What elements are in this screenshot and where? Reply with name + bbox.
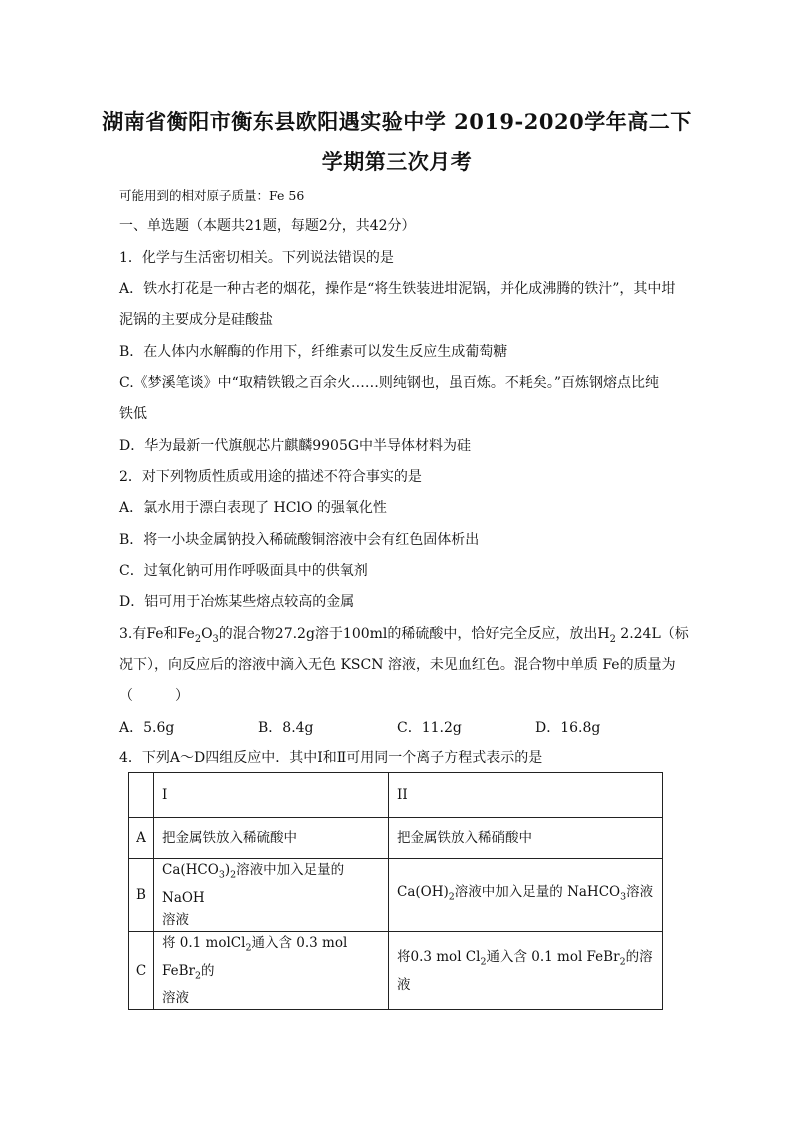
q2-stem: 2．对下列物质性质或用途的描述不符合事实的是: [119, 469, 422, 485]
row-a-col2: 把金属铁放入稀硝酸中: [389, 818, 663, 859]
q3-option-a: A．5.6g: [119, 720, 175, 736]
q3-stem-line3: （ ）: [119, 688, 189, 704]
q2-option-a: A．氯水用于漂白表现了 HClO 的强氧化性: [119, 500, 387, 516]
row-label: B: [129, 859, 154, 932]
q2-option-b: B．将一小块金属钠投入稀硫酸铜溶液中会有红色固体析出: [119, 532, 480, 548]
q1-option-c-line1: C.《梦溪笔谈》中“取精铁锻之百余火……则纯钢也，虽百炼。不耗矣。”百炼钢熔点比纯: [119, 375, 659, 391]
row-b-col2: $Ca(OH)_2$溶液中加入足量的 NaHCO$_3$溶液: [389, 859, 663, 932]
table-header-col2: II: [389, 773, 663, 818]
row-a-col1: 把金属铁放入稀硫酸中: [154, 818, 389, 859]
row-c-col2: 将0.3 mol $Cl_2$通入含 0.1 mol FeBr$_2$的溶液: [389, 932, 663, 1010]
q3-option-b: B．8.4g: [258, 720, 314, 736]
table-row-b: [129, 859, 663, 932]
q1-option-b: B．在人体内水解酶的作用下，纤维素可以发生反应生成葡萄糖: [119, 344, 508, 360]
q3-option-d: D．16.8g: [535, 720, 601, 736]
q1-option-d: D．华为最新一代旗舰芯片麒麟9905G中半导体材料为硅: [119, 438, 472, 454]
q3-stem-line2: 况下），向反应后的溶液中滴入无色 KSCN 溶液，未见血红色。混合物中单质 Fe的质量为: [119, 657, 676, 673]
q3-stem-line1: 3.有Fe和$Fe_2O_3$的混合物27.2g溶于100ml的稀硫酸中，恰好完全反应，放出$H_2$ 2.24L（标: [119, 626, 689, 645]
table-corner-cell: [129, 773, 154, 818]
table-row-c: [129, 932, 663, 1010]
exam-title-line2: 学期第三次月考: [321, 149, 473, 174]
q1-option-a-line2: 泥锅的主要成分是硅酸盐: [119, 312, 273, 328]
table-header-col1: I: [154, 773, 389, 818]
q4-stem: 4．下列A～D四组反应中．其中Ⅰ和Ⅱ可用同一个离子方程式表示的是: [119, 750, 543, 766]
atomic-mass-note: 可能用到的相对原子质量：Fe 56: [119, 188, 305, 203]
exam-title-line1: 湖南省衡阳市衡东县欧阳遇实验中学 2019-2020学年高二下: [102, 109, 692, 134]
section-heading: 一、单选题（本题共21题，每题2分，共42分）: [119, 218, 416, 234]
q3-option-c: C．11.2g: [397, 720, 462, 736]
q1-option-a-line1: A．铁水打花是一种古老的烟花，操作是“将生铁装进坩泥锅，并化成沸腾的铁汁”，其中坩: [119, 281, 676, 297]
table-row-a: [129, 818, 663, 859]
row-c-col1: 将 0.1 molCl$_2$通入含 0.3 mol FeBr$_2$的 溶液: [154, 932, 389, 1010]
q4-table: [128, 772, 663, 1010]
q1-option-c-line2: 铁低: [119, 406, 147, 422]
q3-options: [119, 718, 679, 738]
q2-option-d: D．铝可用于冶炼某些熔点较高的金属: [119, 594, 355, 610]
row-label: C: [129, 932, 154, 1010]
q1-stem: 1．化学与生活密切相关。下列说法错误的是: [119, 250, 394, 266]
row-label: A: [129, 818, 154, 859]
q2-option-c: C．过氧化钠可用作呼吸面具中的供氧剂: [119, 563, 368, 579]
row-b-col1: $Ca(HCO_3)_2$溶液中加入足量的 NaOH 溶液: [154, 859, 389, 932]
table-header-row: [129, 773, 663, 818]
